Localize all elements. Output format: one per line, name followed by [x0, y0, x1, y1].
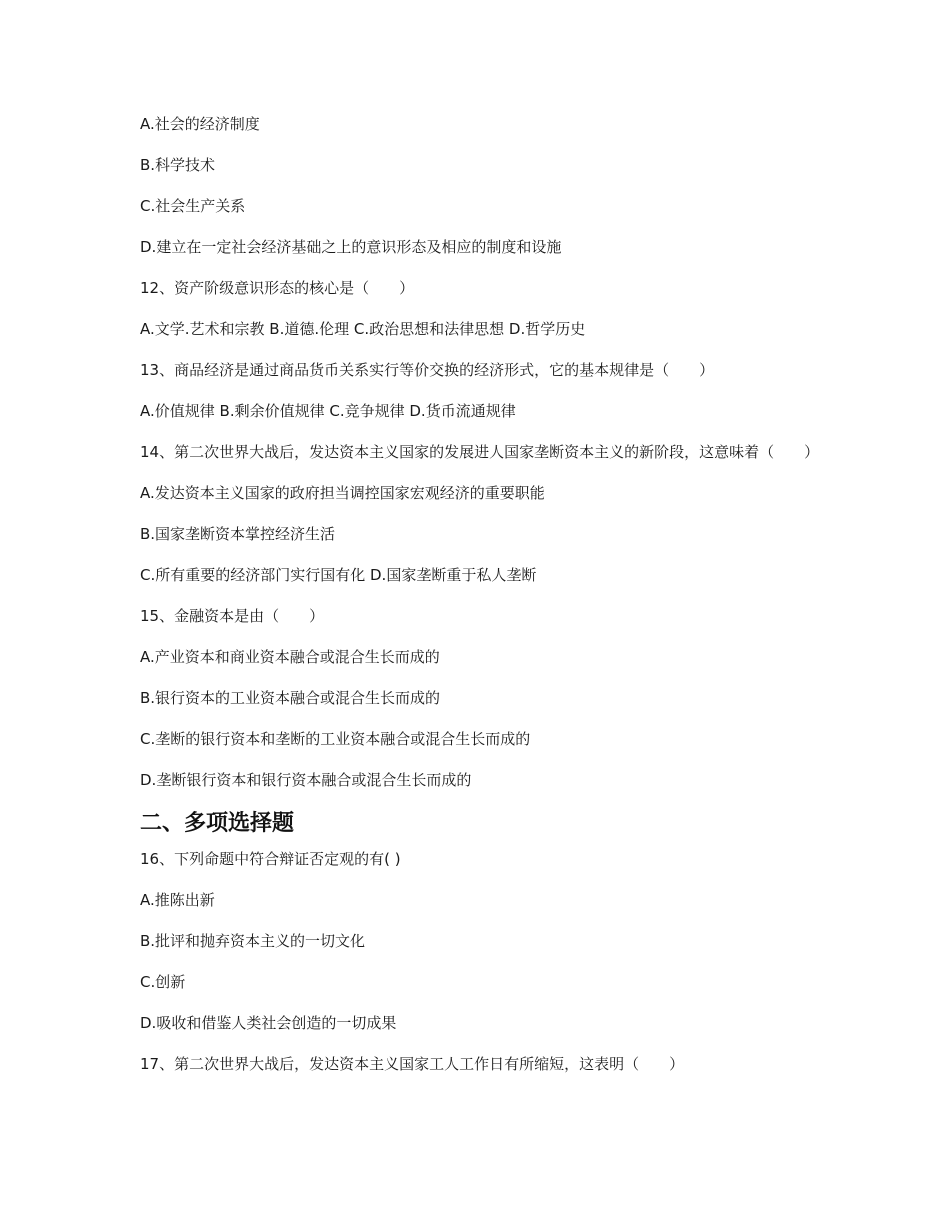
- option-line: B.国家垄断资本掌控经济生活: [140, 525, 336, 543]
- question-line: 13、商品经济是通过商品货币关系实行等价交换的经济形式，它的基本规律是（ ）: [140, 361, 715, 379]
- option-line: A.价值规律 B.剩余价值规律 C.竞争规律 D.货币流通规律: [140, 402, 516, 420]
- option-line: D.建立在一定社会经济基础之上的意识形态及相应的制度和设施: [140, 238, 562, 256]
- option-line: A.发达资本主义国家的政府担当调控国家宏观经济的重要职能: [140, 484, 545, 502]
- question-line: 15、金融资本是由（ ）: [140, 607, 325, 625]
- document-content: [140, 112, 820, 1093]
- question-line: 17、第二次世界大战后，发达资本主义国家工人工作日有所缩短，这表明（ ）: [140, 1055, 685, 1073]
- option-line: A.社会的经济制度: [140, 115, 260, 133]
- option-line: B.银行资本的工业资本融合或混合生长而成的: [140, 689, 441, 707]
- section-heading: 二、多项选择题: [140, 811, 295, 836]
- option-line: C.垄断的银行资本和垄断的工业资本融合或混合生长而成的: [140, 730, 531, 748]
- question-line: 14、第二次世界大战后，发达资本主义国家的发展进人国家垄断资本主义的新阶段，这意味着（ ）: [140, 443, 820, 461]
- question-line: 16、下列命题中符合辩证否定观的有( ): [140, 850, 401, 868]
- option-line: A.推陈出新: [140, 891, 215, 909]
- option-line: C.社会生产关系: [140, 197, 246, 215]
- option-line: C.所有重要的经济部门实行国有化 D.国家垄断重于私人垄断: [140, 566, 537, 584]
- option-line: A.文学.艺术和宗教 B.道德.伦理 C.政治思想和法律思想 D.哲学历史: [140, 320, 586, 338]
- option-line: B.科学技术: [140, 156, 216, 174]
- option-line: A.产业资本和商业资本融合或混合生长而成的: [140, 648, 440, 666]
- question-line: 12、资产阶级意识形态的核心是（ ）: [140, 279, 415, 297]
- option-line: B.批评和抛弃资本主义的一切文化: [140, 932, 366, 950]
- option-line: D.垄断银行资本和银行资本融合或混合生长而成的: [140, 771, 472, 789]
- option-line: D.吸收和借鉴人类社会创造的一切成果: [140, 1014, 397, 1032]
- option-line: C.创新: [140, 973, 186, 991]
